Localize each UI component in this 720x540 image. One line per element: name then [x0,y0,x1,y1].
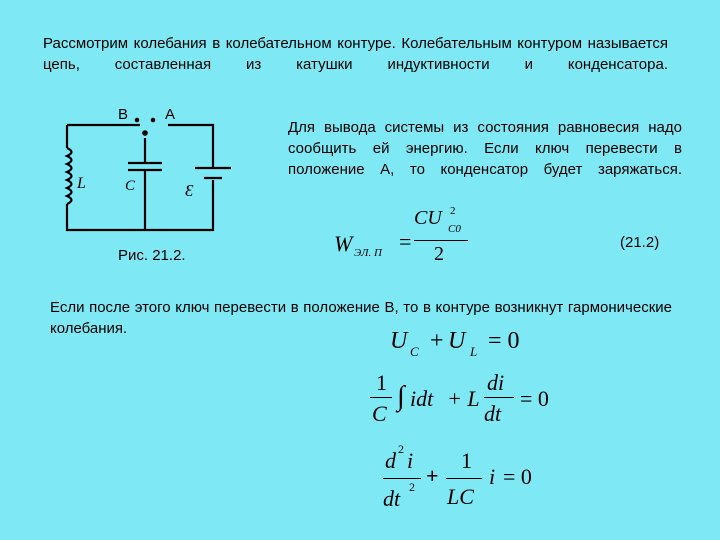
label-a: А [165,106,176,123]
switch-pivot [142,130,148,136]
equation-voltage-sum: U C + U L = 0 [390,328,520,359]
equation-differential: d 2 i dt 2 + 1 LC i = 0 [383,442,532,511]
equation-number: (21.2) [620,234,660,251]
label-l: L [77,175,86,192]
eq1-num-sup: 2 [450,205,456,217]
eq1-lhs: W [334,231,353,256]
side-paragraph: Для вывода системы из состояния равновесия надо сообщить ей энергию. Если ключ перевести в положение А, то конденсатор будет заряжаться. [288,119,682,178]
after-paragraph: Если после этого ключ перевести в положение В, то в контуре возникнут гармонические колебания. [50,299,672,337]
circuit-diagram [55,100,255,245]
eq1-num: CU [414,207,442,229]
figure-caption: Рис. 21.2. [118,247,186,264]
eq1-num-sub: C0 [448,223,461,235]
label-e: Ɛ [185,181,194,200]
label-c: C [125,178,136,194]
intro-paragraph: Рассмотрим колебания в колебательном контуре. Колебательным контуром называется цепь, составленная из катушки индуктивности и конденсатора. [43,35,668,73]
label-b: В [118,106,129,123]
equation-integral: 1 C ∫ idt + L di dt = 0 [372,370,549,426]
equation-energy: W ЭЛ. П = CU 2 C0 2 [334,217,494,277]
eq1-den: 2 [434,243,444,265]
eq1-lhs-sub: ЭЛ. П [354,247,382,259]
